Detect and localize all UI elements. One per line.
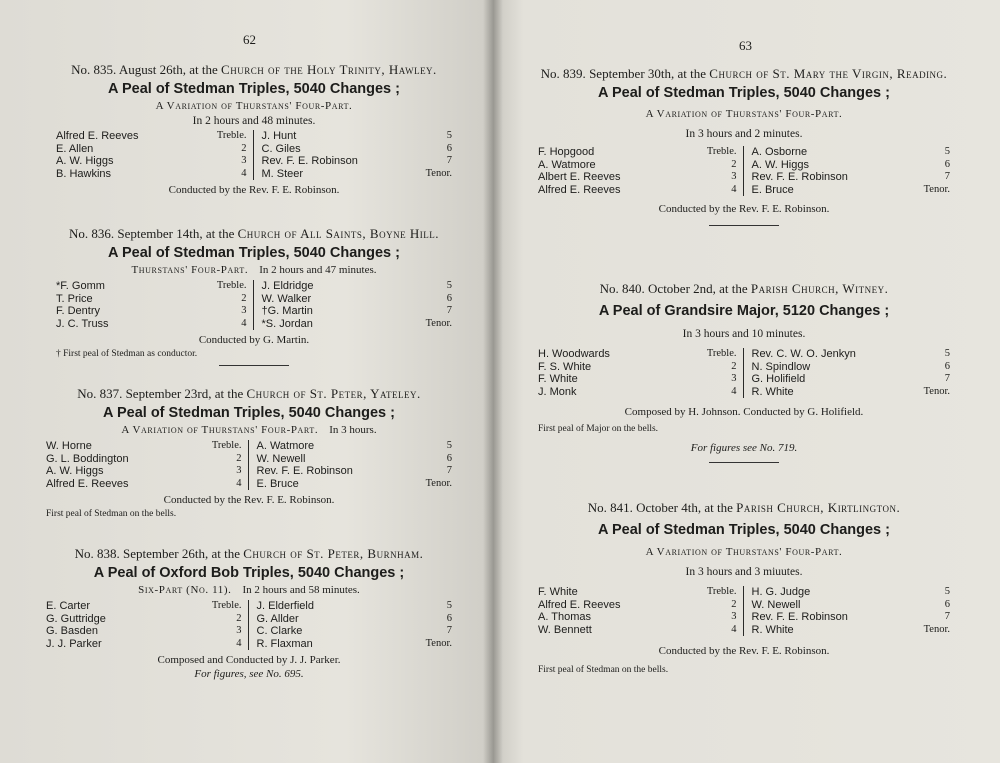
ringer-row (257, 613, 453, 626)
ringers-table (56, 280, 452, 330)
ringer-name: W. Newell (751, 598, 801, 611)
bell-number: 6 (446, 292, 452, 304)
ringer-row (46, 478, 242, 491)
ringer-name: A. Watmore (538, 158, 596, 171)
bell-number: 2 (241, 142, 247, 154)
ringer-row (56, 143, 247, 156)
bell-number: 4 (236, 477, 242, 489)
peal-subtitle (56, 264, 452, 277)
ringer-name: G. Holifield (751, 373, 806, 385)
section-divider (219, 365, 289, 366)
peal-number: No. 835. (71, 62, 117, 77)
ringer-name: E. Carter (46, 600, 91, 612)
peal-number: No. 839. (540, 66, 586, 81)
ringer-row (538, 171, 737, 184)
peal-number: No. 836. (69, 226, 115, 241)
peal-title: A Peal of Stedman Triples, 5040 Changes ; (598, 522, 890, 538)
ringer-name: W. Newell (256, 452, 306, 465)
bell-number: 7 (446, 305, 452, 316)
ringer-row (46, 440, 242, 453)
ringer-row (752, 146, 951, 159)
ringer-name: F. White (538, 586, 578, 598)
peal-date: August 26th, at the (118, 62, 218, 77)
peal-conductor: Composed and Conducted by J. J. Parker. (157, 654, 341, 666)
left-page (0, 0, 493, 763)
ringer-name: E. Bruce (751, 183, 794, 196)
ringer-row (538, 624, 737, 637)
ringer-row (262, 130, 453, 143)
ringer-name: Rev. F. E. Robinson (256, 465, 353, 477)
bell-number: Treble. (706, 586, 737, 597)
ringer-row (257, 478, 453, 491)
ringer-row (538, 599, 737, 612)
bell-number: 2 (241, 292, 247, 304)
peal-composition: A Variation of Thurstans' Four-Part. (645, 108, 843, 120)
peal-record (538, 281, 950, 463)
ringer-name: E. Bruce (256, 477, 299, 490)
ringer-row (538, 348, 737, 361)
ringer-name: H. G. Judge (751, 586, 811, 598)
bell-number: 6 (944, 598, 950, 610)
bell-number: Treble. (216, 130, 247, 141)
bell-number: 7 (446, 155, 452, 166)
bell-number: 7 (446, 465, 452, 476)
bell-number: Tenor. (923, 183, 950, 195)
ringer-row (262, 280, 453, 293)
ringer-row (752, 159, 951, 172)
section-divider (709, 462, 779, 463)
ringer-row (257, 465, 453, 478)
peal-heading (538, 281, 950, 296)
peal-title: A Peal of Stedman Triples, 5040 Changes ; (108, 245, 400, 261)
ringer-name: A. W. Higgs (56, 155, 114, 167)
ringer-name: J. J. Parker (46, 637, 102, 650)
ringer-name: Alfred E. Reeves (538, 598, 621, 611)
ringer-name: F. White (538, 373, 578, 385)
ringer-row (257, 600, 453, 613)
ringer-name: Albert E. Reeves (538, 171, 621, 183)
bell-number: Treble. (706, 146, 737, 157)
bell-number: 3 (731, 171, 737, 182)
ringers-table (56, 130, 452, 180)
bell-number: 7 (944, 171, 950, 182)
ringers-left-column (538, 586, 744, 636)
peal-conductor: Conducted by the Rev. F. E. Robinson. (163, 494, 335, 506)
peal-location: Church of All Saints, Boyne Hill. (237, 226, 439, 241)
ringer-row (46, 600, 242, 613)
peal-conductor: Conducted by the Rev. F. E. Robinson. (168, 184, 340, 196)
bell-number: 2 (236, 452, 242, 464)
ringer-name: A. Osborne (751, 146, 808, 158)
ringers-table (46, 600, 452, 650)
bell-number: Tenor. (425, 167, 452, 179)
ringers-right-column (744, 348, 951, 398)
bell-number: 6 (446, 612, 452, 624)
ringer-row (752, 171, 951, 184)
peal-conductor: Conducted by G. Martin. (198, 334, 310, 346)
peal-duration: In 2 hours and 48 minutes. (192, 115, 316, 127)
peal-subtitle (46, 424, 452, 437)
ringer-name: *F. Gomm (56, 280, 105, 292)
peal-location: Church of the Holy Trinity, Hawley. (221, 62, 437, 77)
peal-record (538, 500, 950, 675)
ringer-row (262, 318, 453, 331)
ringers-left-column (56, 280, 254, 330)
bell-number: 5 (944, 586, 950, 597)
ringer-row (752, 624, 951, 637)
ringer-row (538, 361, 737, 374)
peal-footnote: First peal of Stedman on the bells. (46, 509, 177, 519)
ringer-name: J. C. Truss (56, 317, 109, 330)
peal-date: September 14th, at the (117, 226, 235, 241)
peal-subtitle (46, 584, 452, 597)
ringers-right-column (249, 600, 453, 650)
bell-number: 6 (446, 452, 452, 464)
ringer-row (538, 586, 737, 599)
ringer-row (46, 453, 242, 466)
ringer-name: *S. Jordan (261, 317, 313, 330)
peal-date: October 2nd, at the (648, 281, 748, 296)
bell-number: 3 (241, 155, 247, 166)
ringer-row (262, 168, 453, 181)
bell-number: 4 (731, 385, 737, 397)
ringer-row (46, 638, 242, 651)
ringer-name: W. Bennett (538, 623, 592, 636)
bell-number: 4 (731, 623, 737, 635)
ringer-name: W. Horne (46, 440, 92, 452)
bell-number: 3 (236, 625, 242, 636)
peal-location: Church of St. Peter, Yateley. (246, 386, 421, 401)
peal-location: Church of St. Mary the Virgin, Reading. (709, 66, 948, 81)
ringer-name: J. Monk (538, 385, 577, 398)
peal-number: No. 838. (74, 546, 120, 561)
ringers-left-column (56, 130, 254, 180)
peal-date: October 4th, at the (636, 500, 733, 515)
bell-number: 4 (731, 183, 737, 195)
ringer-row (538, 184, 737, 197)
ringer-row (538, 386, 737, 399)
peal-record (56, 226, 452, 366)
ringer-name: N. Spindlow (751, 360, 811, 373)
ringer-row (56, 130, 247, 143)
ringer-row (56, 293, 247, 306)
peal-number: No. 840. (599, 281, 645, 296)
peal-footnote: First peal of Major on the bells. (538, 424, 659, 434)
peal-title: A Peal of Stedman Triples, 5040 Changes ; (108, 81, 400, 97)
ringer-name: Rev. F. E. Robinson (261, 155, 358, 167)
ringer-row (752, 348, 951, 361)
ringers-left-column (46, 600, 249, 650)
peal-duration: In 2 hours and 58 minutes. (242, 584, 360, 596)
peal-duration: In 3 hours and 2 minutes. (685, 128, 803, 140)
peal-number: No. 841. (587, 500, 633, 515)
ringer-row (56, 280, 247, 293)
peal-footnote: † First peal of Stedman as conductor. (56, 349, 198, 359)
bell-number: 5 (944, 146, 950, 157)
ringer-row (752, 361, 951, 374)
ringer-row (56, 168, 247, 181)
bell-number: 6 (944, 158, 950, 170)
bell-number: 5 (446, 280, 452, 291)
book-spine-shadow (483, 0, 503, 763)
ringer-name: F. S. White (538, 360, 592, 373)
bell-number: 5 (446, 440, 452, 451)
peal-title: A Peal of Stedman Triples, 5040 Changes ; (103, 405, 395, 421)
bell-number: Treble. (211, 440, 242, 451)
bell-number: 6 (446, 142, 452, 154)
peal-record (538, 66, 950, 226)
ringers-table (538, 146, 950, 196)
ringer-row (752, 599, 951, 612)
peal-conductor: Composed by H. Johnson. Conducted by G. Holifield. (624, 406, 864, 418)
peal-date: September 30th, at the (589, 66, 707, 81)
peal-duration: In 2 hours and 47 minutes. (259, 264, 377, 276)
bell-number: 4 (241, 317, 247, 329)
ringer-row (538, 146, 737, 159)
bell-number: 4 (236, 637, 242, 649)
bell-number: 5 (944, 348, 950, 359)
ringers-right-column (249, 440, 453, 490)
peal-figures-reference: For figures, see No. 695. (194, 668, 304, 680)
ringer-name: F. Dentry (56, 305, 101, 317)
bell-number: Tenor. (425, 637, 452, 649)
ringer-name: C. Clarke (256, 625, 303, 637)
ringer-name: Alfred E. Reeves (46, 477, 129, 490)
bell-number: Treble. (211, 600, 242, 611)
bell-number: 3 (236, 465, 242, 476)
peal-date: September 26th, at the (123, 546, 241, 561)
ringer-row (46, 625, 242, 638)
ringer-row (56, 318, 247, 331)
peal-conductor: Conducted by the Rev. F. E. Robinson. (658, 203, 830, 215)
ringer-row (752, 386, 951, 399)
ringer-row (56, 155, 247, 168)
ringer-name: J. Eldridge (261, 280, 314, 292)
ringer-row (262, 305, 453, 318)
bell-number: Treble. (216, 280, 247, 291)
bell-number: Tenor. (923, 385, 950, 397)
bell-number: 3 (731, 611, 737, 622)
ringer-name: Rev. F. E. Robinson (751, 171, 848, 183)
bell-number: Treble. (706, 348, 737, 359)
bell-number: 5 (446, 600, 452, 611)
bell-number: 2 (731, 158, 737, 170)
ringer-name: †G. Martin (261, 305, 313, 317)
ringer-row (262, 143, 453, 156)
bell-number: 2 (236, 612, 242, 624)
peal-footnote: First peal of Stedman on the bells. (538, 665, 669, 675)
ringer-name: J. Hunt (261, 130, 297, 142)
ringer-name: E. Allen (56, 142, 94, 155)
ringer-name: Rev. F. E. Robinson (751, 611, 848, 623)
ringer-row (752, 611, 951, 624)
peal-heading (46, 386, 452, 401)
peal-duration: In 3 hours and 3 miuutes. (685, 566, 803, 578)
ringer-row (262, 293, 453, 306)
ringer-row (538, 159, 737, 172)
bell-number: 4 (241, 167, 247, 179)
page-number: 63 (739, 38, 752, 53)
ringers-right-column (744, 146, 951, 196)
ringer-row (538, 373, 737, 386)
ringer-name: Rev. C. W. O. Jenkyn (751, 348, 856, 360)
ringer-name: G. Basden (46, 625, 98, 637)
peal-record (46, 546, 452, 680)
bell-number: 7 (944, 611, 950, 622)
peal-heading (56, 226, 452, 241)
peal-location: Parish Church, Kirtlington. (736, 500, 901, 515)
ringer-name: A. W. Higgs (751, 158, 809, 171)
peal-record (46, 386, 452, 519)
ringer-name: Alfred E. Reeves (538, 183, 621, 196)
peal-composition: A Variation of Thurstans' Four-Part. (645, 546, 843, 558)
ringer-name: F. Hopgood (538, 146, 595, 158)
ringers-table (538, 348, 950, 398)
ringers-left-column (538, 146, 744, 196)
ringers-left-column (538, 348, 744, 398)
peal-heading (538, 500, 950, 515)
bell-number: 2 (731, 360, 737, 372)
peal-figures-reference: For figures see No. 719. (690, 442, 798, 454)
peal-record (56, 62, 452, 196)
ringer-row (56, 305, 247, 318)
peal-location: Parish Church, Witney. (750, 281, 889, 296)
ringers-right-column (254, 130, 453, 180)
peal-conductor: Conducted by the Rev. F. E. Robinson. (658, 645, 830, 657)
ringer-name: G. Guttridge (46, 612, 106, 625)
bell-number: 3 (241, 305, 247, 316)
ringer-name: R. White (751, 385, 794, 398)
peal-location: Church of St. Peter, Burnham. (243, 546, 424, 561)
ringer-row (257, 638, 453, 651)
bell-number: 6 (944, 360, 950, 372)
page-number: 62 (243, 32, 256, 47)
ringers-table (46, 440, 452, 490)
bell-number: 7 (446, 625, 452, 636)
ringer-row (262, 155, 453, 168)
ringers-right-column (744, 586, 951, 636)
bell-number: Tenor. (425, 317, 452, 329)
ringer-name: A. W. Higgs (46, 465, 104, 477)
bell-number: 3 (731, 373, 737, 384)
ringer-name: W. Walker (261, 292, 312, 305)
bell-number: 5 (446, 130, 452, 141)
ringer-row (752, 586, 951, 599)
peal-title: A Peal of Oxford Bob Triples, 5040 Changes ; (93, 565, 405, 581)
ringer-name: A. Watmore (256, 440, 315, 452)
peal-heading (56, 62, 452, 77)
ringer-row (538, 611, 737, 624)
section-divider (709, 225, 779, 226)
ringer-row (46, 465, 242, 478)
ringer-row (752, 373, 951, 386)
peal-duration: In 3 hours. (329, 424, 377, 436)
peal-number: No. 837. (77, 386, 123, 401)
ringer-row (257, 453, 453, 466)
ringer-name: R. White (751, 623, 794, 636)
peal-heading (46, 546, 452, 561)
bell-number: Tenor. (425, 477, 452, 489)
ringer-name: A. Thomas (538, 611, 591, 623)
peal-composition: Six-Part (No. 11). (138, 584, 232, 596)
ringer-name: J. Elderfield (256, 600, 314, 612)
ringer-name: G. Allder (256, 612, 299, 625)
peal-duration: In 3 hours and 10 minutes. (682, 328, 806, 340)
peal-heading (538, 66, 950, 81)
ringer-row (752, 184, 951, 197)
peal-date: September 23rd, at the (125, 386, 244, 401)
bell-number: 7 (944, 373, 950, 384)
ringer-name: R. Flaxman (256, 637, 313, 650)
peal-title: A Peal of Stedman Triples, 5040 Changes ; (598, 85, 890, 101)
ringer-name: M. Steer (261, 167, 304, 180)
bell-number: Tenor. (923, 623, 950, 635)
right-page (493, 0, 1000, 763)
ringers-right-column (254, 280, 453, 330)
peal-composition: Thurstans' Four-Part. (131, 264, 249, 276)
ringer-row (257, 625, 453, 638)
ringer-name: C. Giles (261, 142, 301, 155)
ringer-name: T. Price (56, 292, 93, 305)
peal-composition: A Variation of Thurstans' Four-Part. (121, 424, 319, 436)
ringer-row (46, 613, 242, 626)
ringer-name: H. Woodwards (538, 348, 610, 360)
bell-number: 2 (731, 598, 737, 610)
peal-composition: A Variation of Thurstans' Four-Part. (155, 100, 353, 112)
ringer-name: B. Hawkins (56, 167, 112, 180)
ringer-row (257, 440, 453, 453)
ringers-left-column (46, 440, 249, 490)
peal-title: A Peal of Grandsire Major, 5120 Changes ; (598, 303, 890, 319)
ringer-name: Alfred E. Reeves (56, 130, 139, 142)
ringer-name: G. L. Boddington (46, 452, 129, 465)
ringers-table (538, 586, 950, 636)
